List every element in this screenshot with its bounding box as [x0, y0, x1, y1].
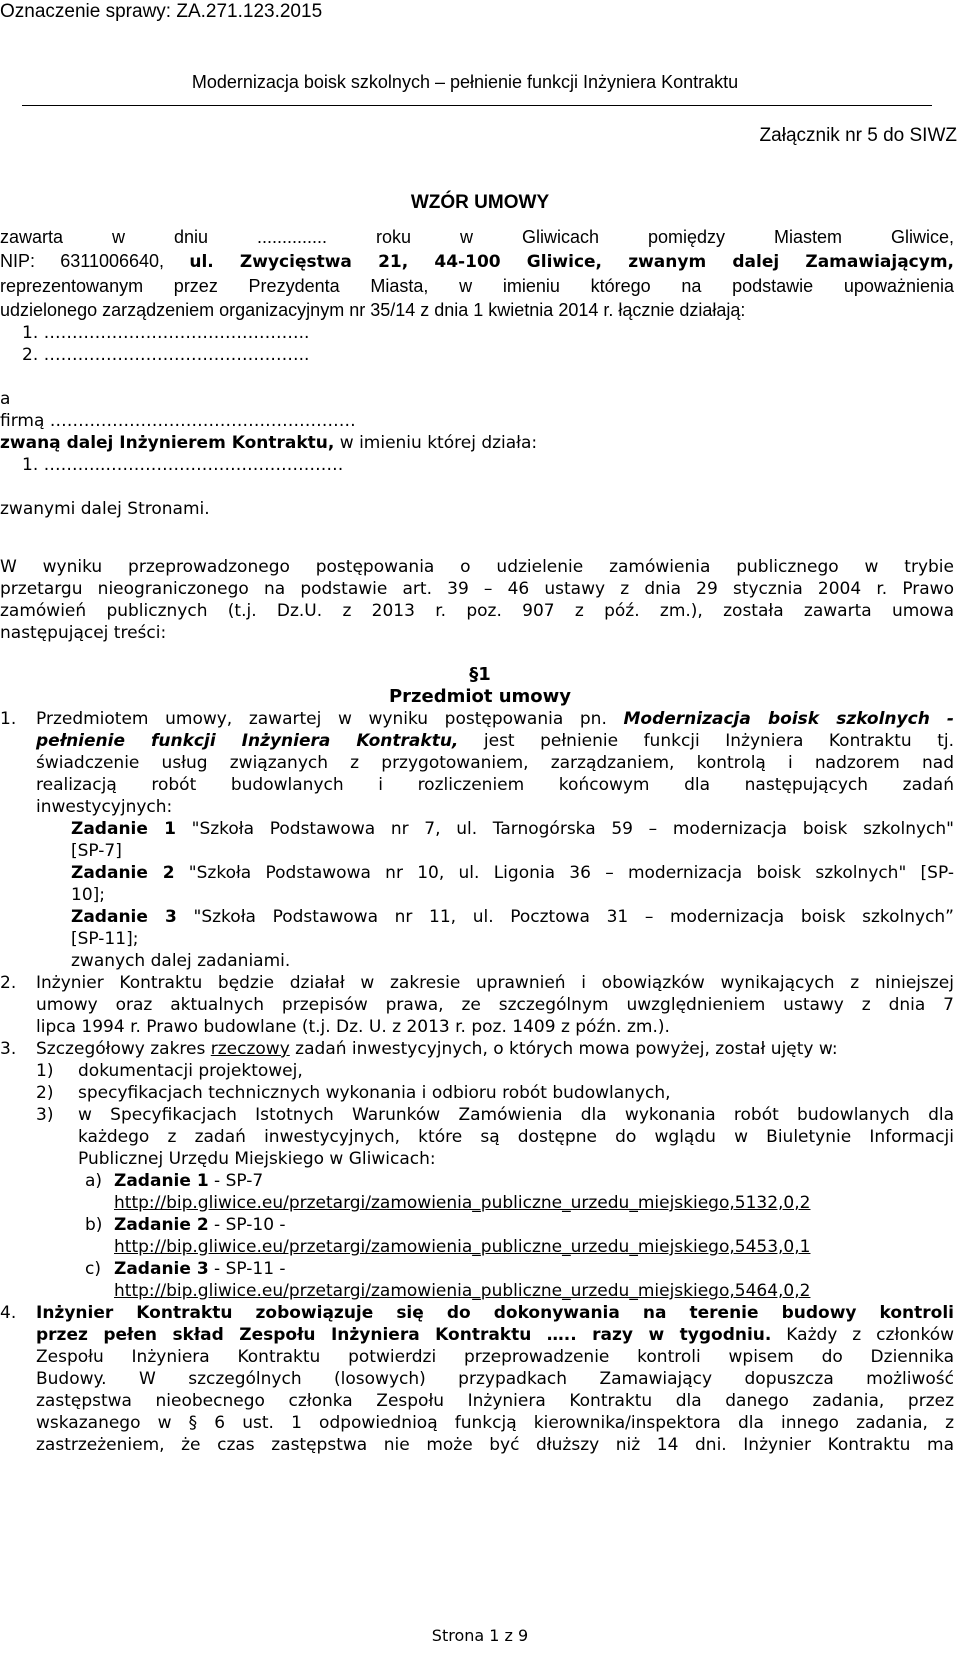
- item-3-number: 3.: [0, 1039, 17, 1059]
- running-title: Modernizacja boisk szkolnych – pełnienie funkcji Inżyniera Kontraktu: [191, 72, 739, 92]
- item-1-number: 1.: [0, 709, 17, 729]
- conjunction-a: a: [0, 389, 11, 409]
- task-1-text: "Szkoła Podstawowa nr 7, ul. Tarnogórska 59 – modernizacja boisk szkolnych": [175, 819, 954, 839]
- representative-1: 1. ………………………………………..: [22, 323, 310, 343]
- sub-2-text: specyfikacjach technicznych wykonania i odbioru robót budowlanych,: [78, 1083, 671, 1103]
- address-bold: ul. Zwycięstwa 21, 44-100 Gliwice, zwanym dalej Zamawiającym,: [189, 252, 955, 272]
- item-3-text-post: zadań inwestycyjnych, o których mowa powyżej, został ujęty w:: [289, 1039, 838, 1059]
- header-divider: [22, 105, 932, 106]
- list-b-link[interactable]: http://bip.gliwice.eu/przetargi/zamowienia_publiczne_urzedu_miejskiego,5453,0,1: [114, 1237, 811, 1257]
- page-footer: Strona 1 z 9: [431, 1626, 529, 1645]
- sub-3-line-2: każdego z zadań inwestycyjnych, które są dostępne do wglądu w Biuletynie Informacji: [78, 1127, 954, 1147]
- sub-3-line-3: Publicznej Urzędu Miejskiego w Gliwicach:: [78, 1149, 436, 1169]
- task-3-code: [SP-11];: [71, 929, 139, 949]
- sub-3-line-1: w Specyfikacjach Istotnych Warunków Zamówienia dla wykonania robót budowlanych dla: [78, 1105, 954, 1125]
- item-1-line-1-text: Przedmiotem umowy, zawartej w wyniku postępowania pn.: [36, 709, 624, 729]
- list-a-text: - SP-7: [208, 1171, 264, 1191]
- intro-block: [0, 225, 954, 322]
- sub-2-number: 2): [36, 1083, 54, 1103]
- item-1-line-4: realizacją robót budowlanych i rozliczeniem końcowym dla następujących zadań: [36, 775, 954, 795]
- item-4-line-7: zastrzeżeniem, że czas zastępstwa nie może być dłuższy niż 14 dni. Inżynier Kontraktu ma: [36, 1435, 954, 1455]
- item-4-line-2: [36, 1324, 954, 1346]
- item-2-line-2: umowy oraz aktualnych przepisów prawa, ze szczególnym uwzględnieniem ustawy z dnia 7: [36, 995, 954, 1015]
- task-1: [71, 818, 954, 840]
- list-a-link[interactable]: http://bip.gliwice.eu/przetargi/zamowienia_publiczne_urzedu_miejskiego,5132,0,2: [114, 1193, 811, 1213]
- tasks-after: zwanych dalej zadaniami.: [71, 951, 291, 971]
- item-4-number: 4.: [0, 1303, 17, 1323]
- item-2-body: [36, 972, 954, 1038]
- item-3-line: [36, 1038, 838, 1060]
- representative-3: 1. ………..……………………………………: [22, 455, 344, 475]
- case-number: Oznaczenie sprawy: ZA.271.123.2015: [0, 1, 323, 22]
- item-2-line-1: Inżynier Kontraktu będzie działał w zakresie uprawnień i obowiązków wynikających z niniejszej: [36, 973, 954, 993]
- list-b-text: - SP-10 -: [208, 1215, 286, 1235]
- preamble-line-2: przetargu nieograniczonego na podstawie art. 39 – 46 ustawy z dnia 29 stycznia 2004 r. Prawo: [0, 579, 954, 599]
- item-4-line-4: Budowy. W szczególnych (losowych) przypadkach Zamawiający dopuszcza możliwość: [36, 1369, 954, 1389]
- sub-1-number: 1): [36, 1061, 54, 1081]
- section-heading: Przedmiot umowy: [388, 686, 572, 707]
- list-a-title: [114, 1170, 263, 1192]
- task-1-label: Zadanie 1: [71, 819, 176, 839]
- list-a-marker: a): [85, 1171, 103, 1191]
- item-2-line-3: lipca 1994 r. Prawo budowlane (t.j. Dz. U. z 2013 r. poz. 1409 z późn. zm.).: [36, 1017, 670, 1037]
- item-4-line-6: wskazanego w § 6 ust. 1 odpowiednioą funkcją kierownika/inspektora dla innego zadania, z: [36, 1413, 954, 1433]
- item-4-line-5: zastępstwa nieobecnego członka Zespołu Inżyniera Kontraktu dla danego zadania, przez: [36, 1391, 954, 1411]
- item-1-body: [36, 708, 954, 818]
- representative-2: 2. ………………………………………..: [22, 345, 310, 365]
- item-3-underlined: rzeczowy: [210, 1039, 290, 1059]
- item-4-line-2-text: Każdy z członków: [771, 1325, 954, 1345]
- item-1-line-5: inwestycyjnych:: [36, 797, 173, 817]
- firm-line: firmą ………………………………………………: [0, 411, 356, 431]
- sub-1-text: dokumentacji projektowej,: [78, 1061, 303, 1081]
- item-4-line-2-bold: przez pełen skład Zespołu Inżyniera Kontraktu ….. razy w tygodniu.: [36, 1325, 772, 1345]
- engineer-line: [0, 432, 537, 454]
- task-2-code: 10];: [71, 885, 105, 905]
- preamble-line-1: W wyniku przeprowadzonego postępowania o udzielenie zamówienia publicznego w trybie: [0, 557, 954, 577]
- item-4-line-1: Inżynier Kontraktu zobowiązuje się do dokonywania na terenie budowy kontroli: [36, 1303, 954, 1323]
- sub-3-number: 3): [36, 1105, 54, 1125]
- task-2-label: Zadanie 2: [71, 863, 175, 883]
- nip-text: NIP: 6311006640,: [0, 251, 190, 271]
- preamble-line-3: zamówień publicznych (t.j. Dz.U. z 2013 r. poz. 907 z póź. zm.), została zawarta umowa: [0, 601, 954, 621]
- project-name-part-2: pełnienie funkcji Inżyniera Kontraktu,: [36, 731, 459, 751]
- task-2-text: "Szkoła Podstawowa nr 10, ul. Ligonia 36 – modernizacja boisk szkolnych" [SP-: [174, 863, 954, 883]
- list-c-label: Zadanie 3: [114, 1259, 209, 1279]
- list-c-marker: c): [85, 1259, 101, 1279]
- list-b-label: Zadanie 2: [114, 1215, 209, 1235]
- sub-3-body: [78, 1104, 954, 1170]
- item-3-text-pre: Szczegółowy zakres: [36, 1039, 211, 1059]
- intro-line-2: [0, 249, 954, 274]
- item-1-line-1: [36, 708, 954, 730]
- parties-line: zwanymi dalej Stronami.: [0, 499, 210, 519]
- item-4-line-3: Zespołu Inżyniera Kontraktu potwierdzi przeprowadzenie kontroli wpisem do Dziennika: [36, 1347, 954, 1367]
- list-c-link[interactable]: http://bip.gliwice.eu/przetargi/zamowienia_publiczne_urzedu_miejskiego,5464,0,2: [114, 1281, 811, 1301]
- list-c-title: [114, 1258, 286, 1280]
- preamble: [0, 556, 954, 644]
- list-b-title: [114, 1214, 286, 1236]
- item-1-line-3: świadczenie usług związanych z przygotowaniem, zarządzaniem, kontrolą i nadzorem nad: [36, 753, 954, 773]
- task-1-code: [SP-7]: [71, 841, 122, 861]
- task-3-text: "Szkoła Podstawowa nr 11, ul. Pocztowa 31 – modernizacja boisk szkolnych”: [176, 907, 954, 927]
- item-1-line-2-text: jest pełnienie funkcji Inżyniera Kontraktu tj.: [458, 731, 954, 751]
- item-1-line-2: [36, 730, 954, 752]
- intro-line-4-text: udzielonego zarządzeniem organizacyjnym nr 35/14 z dnia 1 kwietnia 2014 r. łącznie działają:: [0, 300, 746, 320]
- task-3-label: Zadanie 3: [71, 907, 177, 927]
- item-2-number: 2.: [0, 973, 17, 993]
- list-a-label: Zadanie 1: [114, 1171, 209, 1191]
- annex-label: Załącznik nr 5 do SIWZ: [759, 125, 957, 146]
- list-c-text: - SP-11 -: [208, 1259, 286, 1279]
- engineer-label: zwaną dalej Inżynierem Kontraktu,: [0, 433, 335, 453]
- engineer-rest: w imieniu której działa:: [334, 433, 538, 453]
- section-symbol: §1: [469, 664, 491, 685]
- list-b-marker: b): [85, 1215, 103, 1235]
- intro-line-3: reprezentowanym przez Prezydenta Miasta, w imieniu którego na podstawie upoważnienia: [0, 276, 954, 296]
- intro-line-4: [0, 298, 954, 322]
- task-2: [71, 862, 954, 884]
- item-4-body: [36, 1302, 954, 1456]
- preamble-line-4: następującej treści:: [0, 623, 167, 643]
- project-name-part-1: Modernizacja boisk szkolnych -: [623, 709, 954, 729]
- task-list: [71, 818, 954, 972]
- document-title: WZÓR UMOWY: [410, 192, 550, 213]
- task-3: [71, 906, 954, 928]
- intro-line-1: zawarta w dniu .............. roku w Gliwicach pomiędzy Miastem Gliwice,: [0, 227, 954, 247]
